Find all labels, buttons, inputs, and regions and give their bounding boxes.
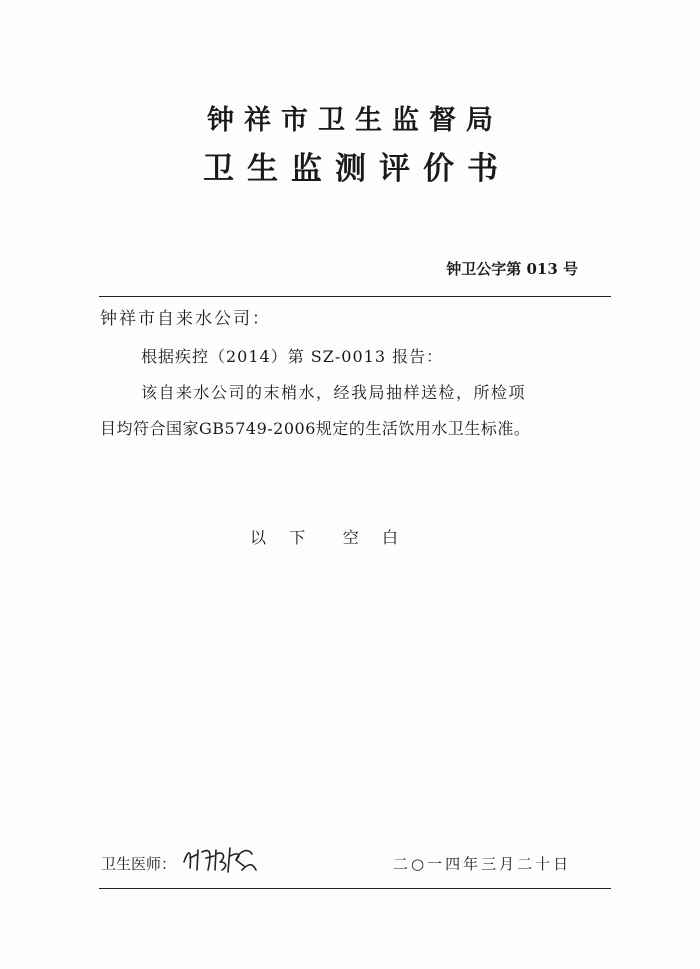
body-paragraph-3: 目均符合国家GB5749-2006规定的生活饮用水卫生标准。 [100, 419, 531, 438]
issuing-authority: 钟祥市卫生监督局 [207, 105, 503, 136]
document-number: 钟卫公字第 013 号 [446, 260, 578, 278]
handwritten-signature [180, 840, 260, 876]
issue-date: 二○一四年三月二十日 [393, 855, 572, 873]
signer-label: 卫生医师： [101, 855, 177, 873]
body-paragraph-1: 根据疾控（2014）第 SZ-0013 报告： [141, 347, 444, 366]
blank-below-note: 以 下 空 白 [250, 528, 400, 547]
addressee: 钟祥市自来水公司： [100, 309, 271, 329]
top-divider [99, 296, 611, 297]
document-title: 卫生监测评价书 [203, 151, 511, 187]
body-paragraph-2: 该自来水公司的末梢水，经我局抽样送检，所检项 [141, 383, 527, 402]
bottom-divider [99, 888, 611, 889]
